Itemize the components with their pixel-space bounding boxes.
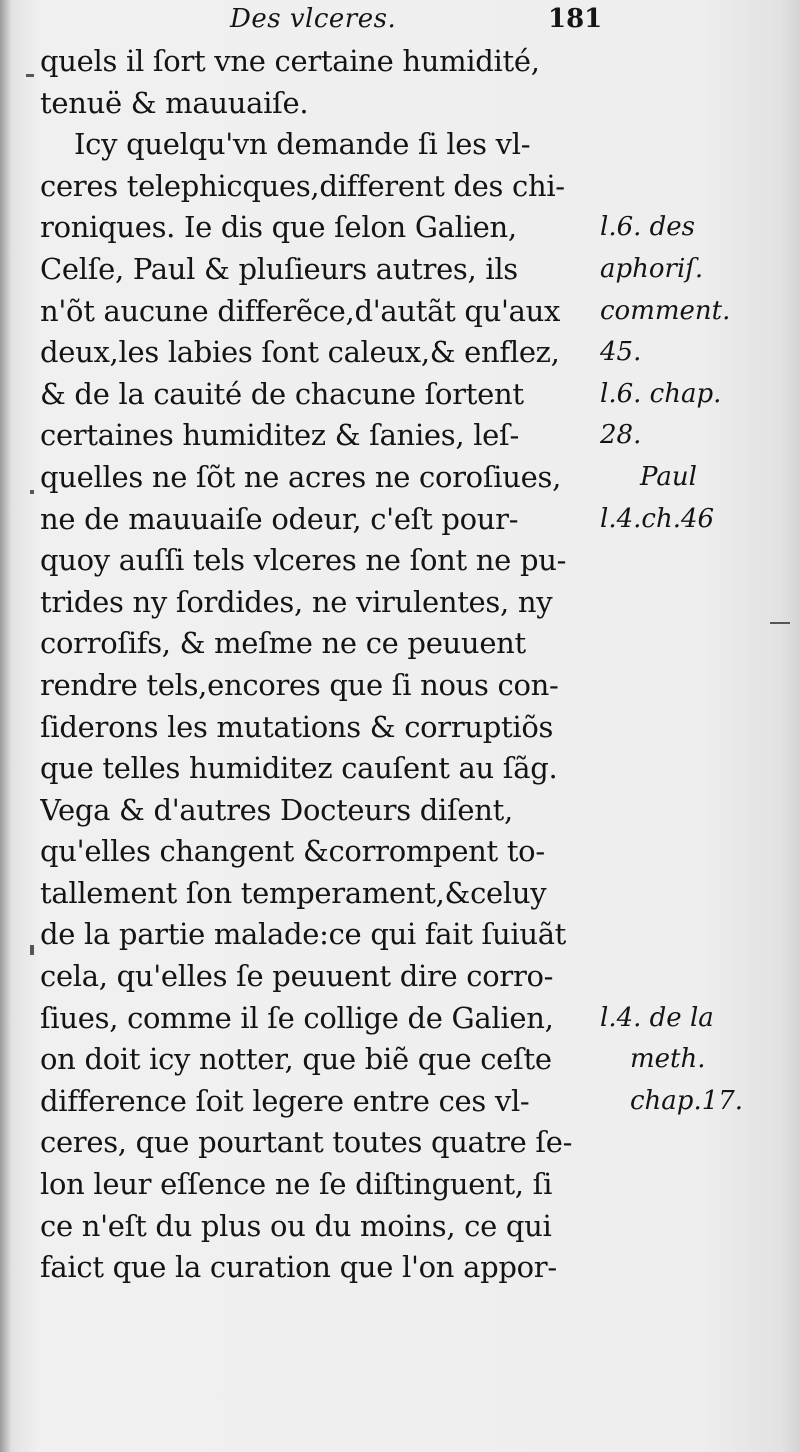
page-blemish <box>770 622 790 624</box>
margin-note <box>600 831 795 873</box>
text-line: & de la cauité de chacune ſortent <box>40 376 524 411</box>
margin-note <box>600 956 795 998</box>
page-blemish <box>30 945 34 955</box>
margin-note <box>600 748 795 790</box>
margin-note <box>600 540 795 582</box>
margin-note <box>600 790 795 832</box>
running-head: Des vlceres. <box>230 4 397 34</box>
text-line: n'õt aucune differẽce,d'autãt qu'aux <box>40 293 561 328</box>
margin-note <box>600 1247 795 1289</box>
text-line: ce n'eſt du plus ou du moins, ce qui <box>40 1208 552 1243</box>
page-binding-edge <box>0 0 10 1452</box>
margin-note: meth. <box>630 1044 706 1075</box>
text-line: Vega & d'autres Docteurs diſent, <box>40 792 513 827</box>
margin-note: 28. <box>600 420 642 451</box>
text-line: faict que la curation que l'on appor- <box>40 1250 557 1285</box>
text-line: tenuë & mauuaiſe. <box>40 85 309 120</box>
text-line: corroſifs, & meſme ne ce peuuent <box>40 626 526 661</box>
text-line: ſiderons les mutations & corruptiõs <box>40 709 554 744</box>
main-text-block <box>40 41 612 1289</box>
page-blemish <box>26 74 34 77</box>
margin-note: l.6. des <box>600 212 696 243</box>
margin-note: l.6. chap. <box>600 378 722 409</box>
margin-note <box>600 1122 795 1164</box>
text-line: ceres, que pourtant toutes quatre ſe- <box>40 1125 573 1160</box>
margin-note <box>600 582 795 624</box>
text-line: lon leur eſſence ne ſe diſtinguent, ſi <box>40 1167 553 1202</box>
page-number: 181 <box>548 4 603 34</box>
text-line: rendre tels,encores que ſi nous con- <box>40 667 559 702</box>
text-line: trides ny ſordides, ne virulentes, ny <box>40 584 553 619</box>
text-line: quoy auſſi tels vlceres ne ſont ne pu- <box>40 543 567 578</box>
text-line: ne de mauuaiſe odeur, c'eſt pour- <box>40 501 519 536</box>
margin-note <box>600 83 795 125</box>
margin-note <box>600 707 795 749</box>
margin-note: 45. <box>600 337 642 368</box>
text-line: Celſe, Paul & pluſieurs autres, ils <box>40 251 518 286</box>
margin-note <box>600 873 795 915</box>
text-line: on doit icy notter, que biẽ que ceſte <box>40 1042 552 1077</box>
text-line: cela, qu'elles ſe peuuent dire corro- <box>40 959 554 994</box>
text-line: de la partie malade:ce qui fait ſuiuãt <box>40 917 567 952</box>
text-line: que telles humiditez cauſent au ſãg. <box>40 751 558 786</box>
text-line: certaines humiditez & ſanies, leſ- <box>40 418 519 453</box>
margin-note <box>600 665 795 707</box>
margin-note: comment. <box>600 295 731 326</box>
margin-note <box>600 914 795 956</box>
text-line: Icy quelqu'vn demande ſi les vl- <box>74 127 531 162</box>
text-line: ceres telephicques,different des chi- <box>40 168 565 203</box>
margin-note: chap.17. <box>630 1085 744 1116</box>
margin-note: Paul <box>640 461 697 492</box>
text-line: tallement ſon temperament,&celuy <box>40 875 547 910</box>
margin-note: l.4.ch.46 <box>600 503 715 534</box>
margin-note: aphoriſ. <box>600 253 704 284</box>
margin-note: l.4. de la <box>600 1002 714 1033</box>
margin-note <box>600 1206 795 1248</box>
text-line: qu'elles changent &corrompent to- <box>40 834 545 869</box>
text-line: ſiues, comme il ſe collige de Galien, <box>40 1000 554 1035</box>
text-line: quelles ne ſõt ne acres ne coroſiues, <box>40 459 561 494</box>
text-line: deux,les labies ſont caleux,& enflez, <box>40 335 560 370</box>
text-line: roniques. Ie dis que ſelon Galien, <box>40 210 517 245</box>
text-line: difference ſoit legere entre ces vl- <box>40 1083 530 1118</box>
marginal-notes <box>600 41 795 1289</box>
page-header <box>0 4 800 40</box>
margin-note <box>600 124 795 166</box>
margin-note <box>600 166 795 208</box>
page-blemish <box>30 490 34 494</box>
text-line: quels il ſort vne certaine humidité, <box>40 44 540 78</box>
margin-note <box>600 41 795 83</box>
margin-note <box>600 623 795 665</box>
margin-note <box>600 1164 795 1206</box>
